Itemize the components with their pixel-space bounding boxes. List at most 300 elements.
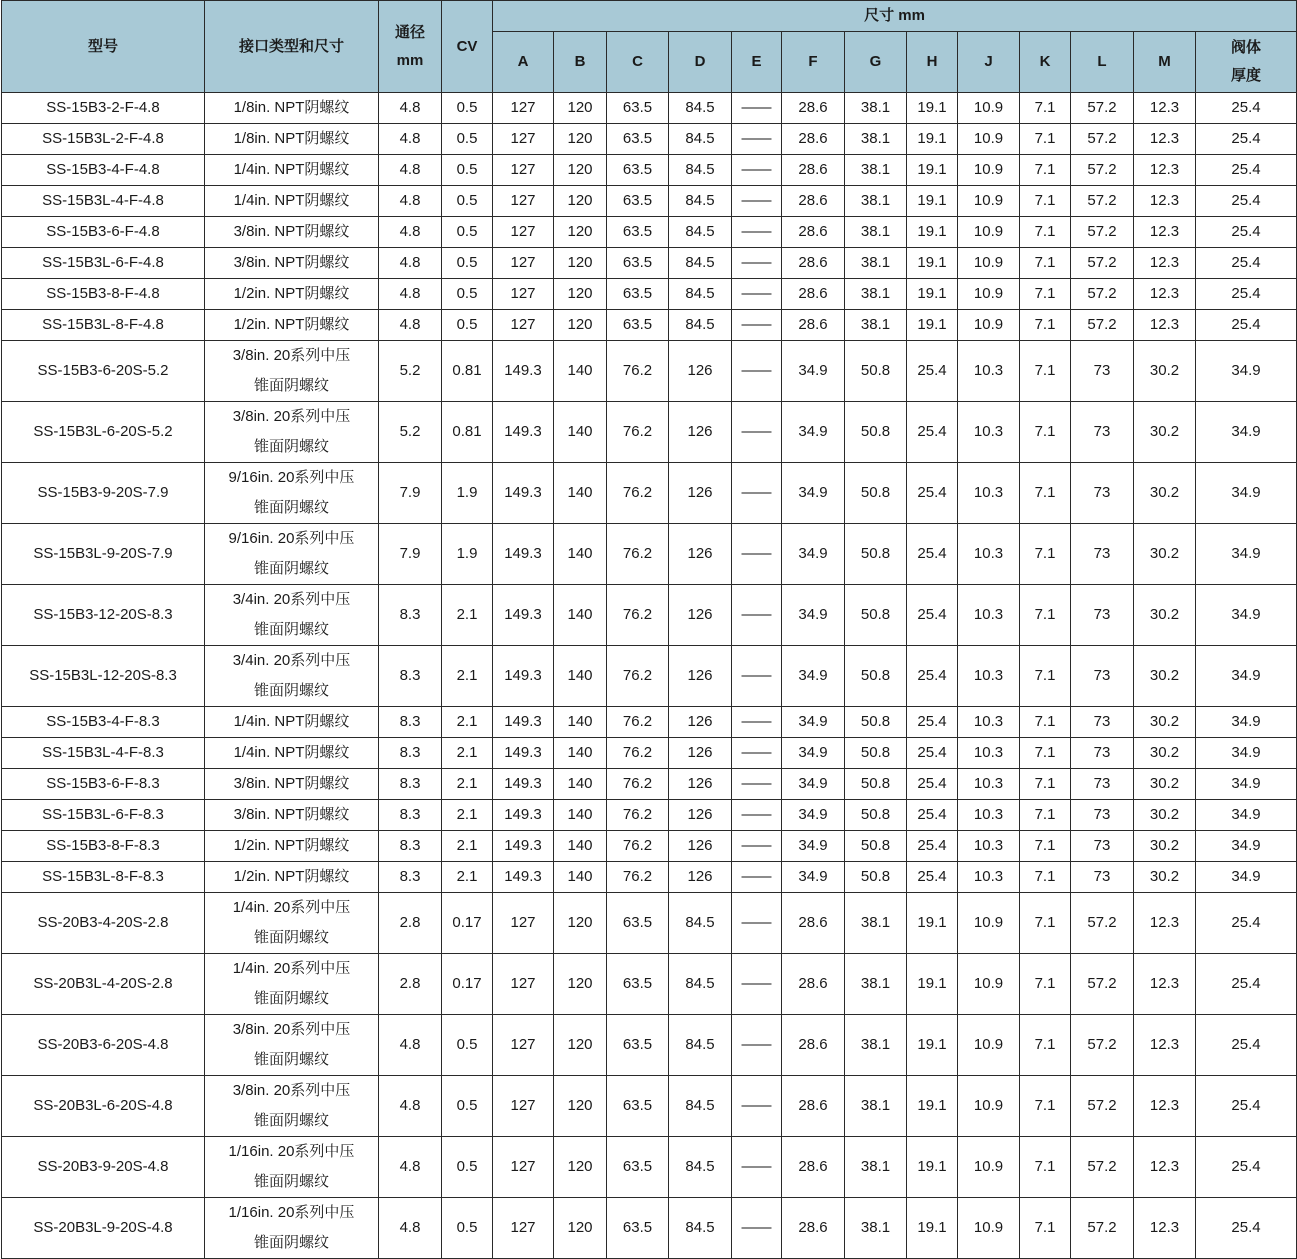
cell-bore: 8.3 <box>379 646 442 707</box>
cell-dim-f: 34.9 <box>782 402 845 463</box>
cell-dim-l: 57.2 <box>1071 1198 1134 1259</box>
cell-dim-j: 10.3 <box>958 738 1020 769</box>
table-row <box>2 279 1297 310</box>
cell-dim-b: 120 <box>554 124 607 155</box>
cell-dim-b: 120 <box>554 954 607 1015</box>
cell-interface-line: 1/2in. NPT阴螺纹 <box>233 868 350 885</box>
cell-dim-e: —— <box>732 1076 782 1137</box>
cell-dim-c: 76.2 <box>607 402 669 463</box>
cell-interface-line: 1/4in. NPT阴螺纹 <box>233 192 350 209</box>
cell-dim-h: 25.4 <box>907 463 958 524</box>
cell-cv: 0.5 <box>442 1198 493 1259</box>
cell-dim-e: —— <box>732 341 782 402</box>
cell-dim-b: 120 <box>554 248 607 279</box>
cell-dim-b: 120 <box>554 217 607 248</box>
cell-dim-h: 25.4 <box>907 738 958 769</box>
cell-dim-j: 10.9 <box>958 217 1020 248</box>
table-row <box>2 124 1297 155</box>
cell-dim-d: 84.5 <box>669 248 732 279</box>
cell-thickness: 34.9 <box>1196 769 1297 800</box>
cell-interface-line: 锥面阴螺纹 <box>253 1051 329 1068</box>
table-row <box>2 862 1297 893</box>
table-row <box>2 402 1297 463</box>
header-interface: 接口类型和尺寸 <box>205 1 379 93</box>
cell-dim-c: 76.2 <box>607 707 669 738</box>
header-dim-h: H <box>907 32 958 93</box>
cell-dim-l: 57.2 <box>1071 1015 1134 1076</box>
cell-cv: 0.5 <box>442 186 493 217</box>
cell-dim-k: 7.1 <box>1020 124 1071 155</box>
cell-dim-h: 19.1 <box>907 1015 958 1076</box>
cell-model: SS-15B3-8-F-4.8 <box>2 279 205 310</box>
cell-dim-c: 76.2 <box>607 463 669 524</box>
cell-dim-l: 57.2 <box>1071 1076 1134 1137</box>
header-cv: CV <box>442 1 493 93</box>
cell-dim-m: 12.3 <box>1134 1076 1196 1137</box>
cell-dim-a: 149.3 <box>493 463 554 524</box>
cell-dim-d: 126 <box>669 646 732 707</box>
cell-dim-d: 84.5 <box>669 954 732 1015</box>
cell-dim-m: 30.2 <box>1134 402 1196 463</box>
cell-interface <box>205 707 379 738</box>
cell-dim-d: 126 <box>669 463 732 524</box>
cell-bore: 4.8 <box>379 93 442 124</box>
cell-thickness: 34.9 <box>1196 800 1297 831</box>
cell-interface <box>205 463 379 524</box>
cell-dim-a: 127 <box>493 1198 554 1259</box>
cell-dim-e: —— <box>732 646 782 707</box>
cell-cv: 0.5 <box>442 1137 493 1198</box>
header-bore <box>379 1 442 93</box>
cell-dim-a: 127 <box>493 1015 554 1076</box>
cell-dim-a: 127 <box>493 954 554 1015</box>
cell-model: SS-20B3L-4-20S-2.8 <box>2 954 205 1015</box>
cell-thickness: 25.4 <box>1196 93 1297 124</box>
cell-cv: 0.5 <box>442 279 493 310</box>
table-row <box>2 646 1297 707</box>
cell-interface <box>205 585 379 646</box>
cell-dim-m: 30.2 <box>1134 769 1196 800</box>
cell-interface <box>205 862 379 893</box>
cell-thickness: 34.9 <box>1196 646 1297 707</box>
cell-dim-a: 127 <box>493 186 554 217</box>
cell-interface-line: 1/8in. NPT阴螺纹 <box>233 99 350 116</box>
cell-dim-c: 63.5 <box>607 310 669 341</box>
cell-dim-d: 126 <box>669 524 732 585</box>
cell-dim-b: 140 <box>554 862 607 893</box>
cell-dim-l: 73 <box>1071 800 1134 831</box>
cell-model: SS-20B3L-9-20S-4.8 <box>2 1198 205 1259</box>
cell-cv: 0.5 <box>442 1015 493 1076</box>
cell-dim-a: 149.3 <box>493 769 554 800</box>
cell-dim-b: 120 <box>554 1015 607 1076</box>
cell-dim-a: 127 <box>493 217 554 248</box>
cell-dim-g: 38.1 <box>845 893 907 954</box>
cell-dim-j: 10.3 <box>958 402 1020 463</box>
cell-dim-d: 84.5 <box>669 93 732 124</box>
cell-interface-line: 1/2in. NPT阴螺纹 <box>233 285 350 302</box>
cell-dim-a: 149.3 <box>493 862 554 893</box>
cell-dim-h: 25.4 <box>907 707 958 738</box>
cell-dim-m: 30.2 <box>1134 646 1196 707</box>
cell-interface-line: 3/8in. 20系列中压 <box>232 1021 351 1038</box>
cell-dim-k: 7.1 <box>1020 800 1071 831</box>
cell-dim-j: 10.3 <box>958 800 1020 831</box>
table-header <box>2 1 1297 93</box>
cell-interface <box>205 93 379 124</box>
table-row <box>2 93 1297 124</box>
cell-dim-g: 50.8 <box>845 341 907 402</box>
cell-thickness: 25.4 <box>1196 310 1297 341</box>
table-row <box>2 1198 1297 1259</box>
cell-interface <box>205 1076 379 1137</box>
cell-dim-d: 84.5 <box>669 1137 732 1198</box>
cell-thickness: 34.9 <box>1196 862 1297 893</box>
cell-dim-l: 57.2 <box>1071 1137 1134 1198</box>
cell-dim-f: 34.9 <box>782 646 845 707</box>
cell-cv: 2.1 <box>442 738 493 769</box>
cell-dim-h: 25.4 <box>907 341 958 402</box>
cell-dim-c: 63.5 <box>607 279 669 310</box>
cell-bore: 5.2 <box>379 402 442 463</box>
cell-dim-g: 50.8 <box>845 800 907 831</box>
cell-dim-k: 7.1 <box>1020 585 1071 646</box>
cell-dim-m: 12.3 <box>1134 1137 1196 1198</box>
cell-dim-h: 19.1 <box>907 954 958 1015</box>
cell-dim-g: 50.8 <box>845 831 907 862</box>
header-dim-g: G <box>845 32 907 93</box>
cell-model: SS-15B3L-8-F-8.3 <box>2 862 205 893</box>
cell-dim-k: 7.1 <box>1020 646 1071 707</box>
cell-dim-g: 38.1 <box>845 1198 907 1259</box>
cell-dim-g: 38.1 <box>845 124 907 155</box>
cell-bore: 4.8 <box>379 1198 442 1259</box>
cell-dim-l: 73 <box>1071 831 1134 862</box>
cell-interface <box>205 341 379 402</box>
header-dim-a: A <box>493 32 554 93</box>
cell-dim-f: 28.6 <box>782 217 845 248</box>
cell-dim-j: 10.3 <box>958 862 1020 893</box>
cell-dim-e: —— <box>732 1015 782 1076</box>
cell-dim-d: 84.5 <box>669 279 732 310</box>
cell-bore: 8.3 <box>379 769 442 800</box>
cell-dim-j: 10.3 <box>958 524 1020 585</box>
cell-dim-c: 76.2 <box>607 524 669 585</box>
cell-model: SS-15B3-4-F-4.8 <box>2 155 205 186</box>
cell-dim-k: 7.1 <box>1020 769 1071 800</box>
cell-dim-l: 57.2 <box>1071 186 1134 217</box>
cell-interface-line: 3/8in. NPT阴螺纹 <box>233 775 350 792</box>
cell-dim-g: 50.8 <box>845 707 907 738</box>
cell-dim-k: 7.1 <box>1020 893 1071 954</box>
cell-dim-g: 38.1 <box>845 248 907 279</box>
cell-dim-d: 126 <box>669 800 732 831</box>
cell-dim-j: 10.9 <box>958 1198 1020 1259</box>
cell-dim-e: —— <box>732 279 782 310</box>
cell-model: SS-15B3L-4-F-8.3 <box>2 738 205 769</box>
cell-dim-g: 50.8 <box>845 738 907 769</box>
cell-interface <box>205 769 379 800</box>
cell-thickness: 25.4 <box>1196 155 1297 186</box>
cell-dim-e: —— <box>732 585 782 646</box>
cell-model: SS-20B3-6-20S-4.8 <box>2 1015 205 1076</box>
cell-bore: 8.3 <box>379 738 442 769</box>
cell-dim-h: 25.4 <box>907 585 958 646</box>
cell-cv: 1.9 <box>442 463 493 524</box>
cell-dim-e: —— <box>732 1198 782 1259</box>
cell-cv: 0.5 <box>442 1076 493 1137</box>
cell-cv: 2.1 <box>442 585 493 646</box>
cell-bore: 8.3 <box>379 707 442 738</box>
cell-dim-l: 57.2 <box>1071 954 1134 1015</box>
cell-cv: 0.5 <box>442 93 493 124</box>
cell-dim-h: 19.1 <box>907 124 958 155</box>
cell-dim-c: 63.5 <box>607 217 669 248</box>
cell-dim-h: 19.1 <box>907 155 958 186</box>
cell-interface-line: 3/4in. 20系列中压 <box>232 591 351 608</box>
cell-cv: 2.1 <box>442 707 493 738</box>
cell-dim-a: 127 <box>493 1137 554 1198</box>
cell-dim-d: 84.5 <box>669 155 732 186</box>
cell-model: SS-15B3-6-20S-5.2 <box>2 341 205 402</box>
cell-dim-j: 10.9 <box>958 893 1020 954</box>
cell-dim-c: 76.2 <box>607 831 669 862</box>
cell-interface-line: 锥面阴螺纹 <box>253 499 329 516</box>
cell-dim-l: 73 <box>1071 402 1134 463</box>
cell-model: SS-15B3-2-F-4.8 <box>2 93 205 124</box>
cell-interface-line: 3/8in. 20系列中压 <box>232 408 351 425</box>
cell-dim-h: 19.1 <box>907 310 958 341</box>
cell-dim-j: 10.3 <box>958 769 1020 800</box>
cell-dim-a: 149.3 <box>493 800 554 831</box>
cell-model: SS-15B3L-9-20S-7.9 <box>2 524 205 585</box>
cell-interface-line: 9/16in. 20系列中压 <box>228 530 355 547</box>
table-row <box>2 341 1297 402</box>
cell-cv: 0.81 <box>442 402 493 463</box>
cell-dim-k: 7.1 <box>1020 831 1071 862</box>
cell-dim-d: 84.5 <box>669 1076 732 1137</box>
cell-dim-f: 28.6 <box>782 954 845 1015</box>
cell-bore: 4.8 <box>379 155 442 186</box>
cell-dim-e: —— <box>732 1137 782 1198</box>
cell-dim-c: 76.2 <box>607 769 669 800</box>
cell-dim-h: 19.1 <box>907 186 958 217</box>
cell-model: SS-15B3-6-F-4.8 <box>2 217 205 248</box>
header-bore-line1: 通径 <box>394 23 425 41</box>
table-row <box>2 1076 1297 1137</box>
cell-dim-m: 12.3 <box>1134 124 1196 155</box>
cell-interface-line: 1/4in. 20系列中压 <box>232 899 351 916</box>
header-dim-b: B <box>554 32 607 93</box>
cell-interface <box>205 800 379 831</box>
cell-dim-l: 73 <box>1071 463 1134 524</box>
cell-dim-c: 63.5 <box>607 954 669 1015</box>
header-dim-d: D <box>669 32 732 93</box>
table-row <box>2 738 1297 769</box>
cell-dim-b: 120 <box>554 186 607 217</box>
cell-cv: 0.5 <box>442 310 493 341</box>
cell-dim-j: 10.9 <box>958 155 1020 186</box>
cell-dim-b: 120 <box>554 279 607 310</box>
cell-dim-j: 10.9 <box>958 124 1020 155</box>
cell-dim-e: —— <box>732 248 782 279</box>
table-row <box>2 217 1297 248</box>
header-row-1 <box>2 1 1297 32</box>
cell-dim-m: 30.2 <box>1134 341 1196 402</box>
cell-dim-h: 25.4 <box>907 862 958 893</box>
cell-dim-c: 63.5 <box>607 1137 669 1198</box>
cell-dim-g: 50.8 <box>845 463 907 524</box>
cell-interface <box>205 738 379 769</box>
cell-dim-g: 38.1 <box>845 93 907 124</box>
cell-dim-a: 149.3 <box>493 646 554 707</box>
cell-dim-e: —— <box>732 738 782 769</box>
cell-dim-f: 34.9 <box>782 341 845 402</box>
table-row <box>2 186 1297 217</box>
header-model: 型号 <box>2 1 205 93</box>
table-row <box>2 893 1297 954</box>
cell-dim-j: 10.9 <box>958 248 1020 279</box>
cell-interface <box>205 831 379 862</box>
cell-dim-a: 149.3 <box>493 831 554 862</box>
cell-dim-j: 10.9 <box>958 1137 1020 1198</box>
header-dim-m: M <box>1134 32 1196 93</box>
cell-bore: 4.8 <box>379 186 442 217</box>
cell-model: SS-15B3-12-20S-8.3 <box>2 585 205 646</box>
cell-dim-h: 19.1 <box>907 93 958 124</box>
cell-bore: 2.8 <box>379 954 442 1015</box>
cell-bore: 8.3 <box>379 862 442 893</box>
cell-dim-g: 38.1 <box>845 155 907 186</box>
header-dimensions: 尺寸 mm <box>493 1 1297 32</box>
cell-cv: 0.5 <box>442 155 493 186</box>
cell-dim-d: 84.5 <box>669 893 732 954</box>
table-row <box>2 585 1297 646</box>
cell-dim-l: 73 <box>1071 524 1134 585</box>
cell-dim-b: 120 <box>554 93 607 124</box>
cell-dim-k: 7.1 <box>1020 279 1071 310</box>
cell-dim-m: 12.3 <box>1134 155 1196 186</box>
cell-model: SS-15B3L-6-F-8.3 <box>2 800 205 831</box>
cell-dim-m: 12.3 <box>1134 248 1196 279</box>
cell-dim-f: 34.9 <box>782 769 845 800</box>
cell-dim-e: —— <box>732 707 782 738</box>
cell-dim-j: 10.9 <box>958 310 1020 341</box>
cell-dim-j: 10.9 <box>958 186 1020 217</box>
cell-dim-c: 63.5 <box>607 186 669 217</box>
cell-dim-b: 140 <box>554 463 607 524</box>
cell-model: SS-15B3L-6-20S-5.2 <box>2 402 205 463</box>
cell-dim-m: 12.3 <box>1134 954 1196 1015</box>
cell-interface-line: 锥面阴螺纹 <box>253 621 329 638</box>
cell-dim-b: 140 <box>554 524 607 585</box>
cell-dim-k: 7.1 <box>1020 402 1071 463</box>
cell-dim-g: 50.8 <box>845 585 907 646</box>
cell-dim-l: 57.2 <box>1071 155 1134 186</box>
cell-interface <box>205 524 379 585</box>
cell-dim-f: 28.6 <box>782 1015 845 1076</box>
cell-interface-line: 锥面阴螺纹 <box>253 1112 329 1129</box>
cell-dim-b: 140 <box>554 646 607 707</box>
cell-dim-l: 73 <box>1071 341 1134 402</box>
cell-model: SS-15B3-6-F-8.3 <box>2 769 205 800</box>
cell-bore: 4.8 <box>379 124 442 155</box>
cell-dim-h: 19.1 <box>907 248 958 279</box>
cell-dim-k: 7.1 <box>1020 1198 1071 1259</box>
cell-dim-m: 12.3 <box>1134 217 1196 248</box>
cell-interface-line: 1/16in. 20系列中压 <box>228 1204 355 1221</box>
cell-dim-c: 63.5 <box>607 124 669 155</box>
cell-dim-d: 84.5 <box>669 310 732 341</box>
cell-dim-d: 84.5 <box>669 1015 732 1076</box>
cell-dim-j: 10.3 <box>958 585 1020 646</box>
cell-dim-a: 149.3 <box>493 707 554 738</box>
cell-dim-a: 127 <box>493 310 554 341</box>
cell-interface-line: 锥面阴螺纹 <box>253 1234 329 1251</box>
cell-dim-k: 7.1 <box>1020 954 1071 1015</box>
cell-interface <box>205 893 379 954</box>
cell-bore: 4.8 <box>379 310 442 341</box>
cell-dim-d: 126 <box>669 585 732 646</box>
cell-interface <box>205 954 379 1015</box>
cell-dim-d: 84.5 <box>669 217 732 248</box>
cell-bore: 8.3 <box>379 585 442 646</box>
cell-dim-k: 7.1 <box>1020 707 1071 738</box>
cell-interface <box>205 248 379 279</box>
cell-interface-line: 3/8in. NPT阴螺纹 <box>233 254 350 271</box>
cell-dim-b: 140 <box>554 341 607 402</box>
cell-dim-b: 120 <box>554 1076 607 1137</box>
cell-bore: 7.9 <box>379 524 442 585</box>
table-row <box>2 463 1297 524</box>
cell-bore: 4.8 <box>379 217 442 248</box>
cell-dim-a: 127 <box>493 1076 554 1137</box>
cell-dim-m: 12.3 <box>1134 93 1196 124</box>
cell-model: SS-15B3L-2-F-4.8 <box>2 124 205 155</box>
cell-interface <box>205 217 379 248</box>
cell-dim-h: 25.4 <box>907 646 958 707</box>
cell-interface-line: 1/8in. NPT阴螺纹 <box>233 130 350 147</box>
cell-dim-k: 7.1 <box>1020 155 1071 186</box>
cell-thickness: 25.4 <box>1196 124 1297 155</box>
header-dim-k: K <box>1020 32 1071 93</box>
cell-dim-h: 25.4 <box>907 800 958 831</box>
cell-dim-f: 34.9 <box>782 463 845 524</box>
cell-cv: 2.1 <box>442 769 493 800</box>
cell-interface-line: 1/4in. NPT阴螺纹 <box>233 713 350 730</box>
cell-interface <box>205 1015 379 1076</box>
cell-dim-h: 19.1 <box>907 279 958 310</box>
cell-dim-m: 12.3 <box>1134 893 1196 954</box>
cell-interface-line: 1/4in. 20系列中压 <box>232 960 351 977</box>
cell-dim-h: 25.4 <box>907 769 958 800</box>
cell-dim-g: 50.8 <box>845 402 907 463</box>
table-row <box>2 1015 1297 1076</box>
cell-dim-g: 38.1 <box>845 279 907 310</box>
cell-interface-line: 3/8in. NPT阴螺纹 <box>233 223 350 240</box>
cell-interface <box>205 402 379 463</box>
cell-dim-j: 10.3 <box>958 341 1020 402</box>
cell-dim-m: 12.3 <box>1134 1198 1196 1259</box>
cell-dim-k: 7.1 <box>1020 463 1071 524</box>
cell-bore: 2.8 <box>379 893 442 954</box>
cell-dim-b: 140 <box>554 738 607 769</box>
cell-dim-b: 120 <box>554 893 607 954</box>
cell-dim-k: 7.1 <box>1020 738 1071 769</box>
cell-cv: 2.1 <box>442 800 493 831</box>
cell-thickness: 25.4 <box>1196 248 1297 279</box>
cell-interface <box>205 155 379 186</box>
